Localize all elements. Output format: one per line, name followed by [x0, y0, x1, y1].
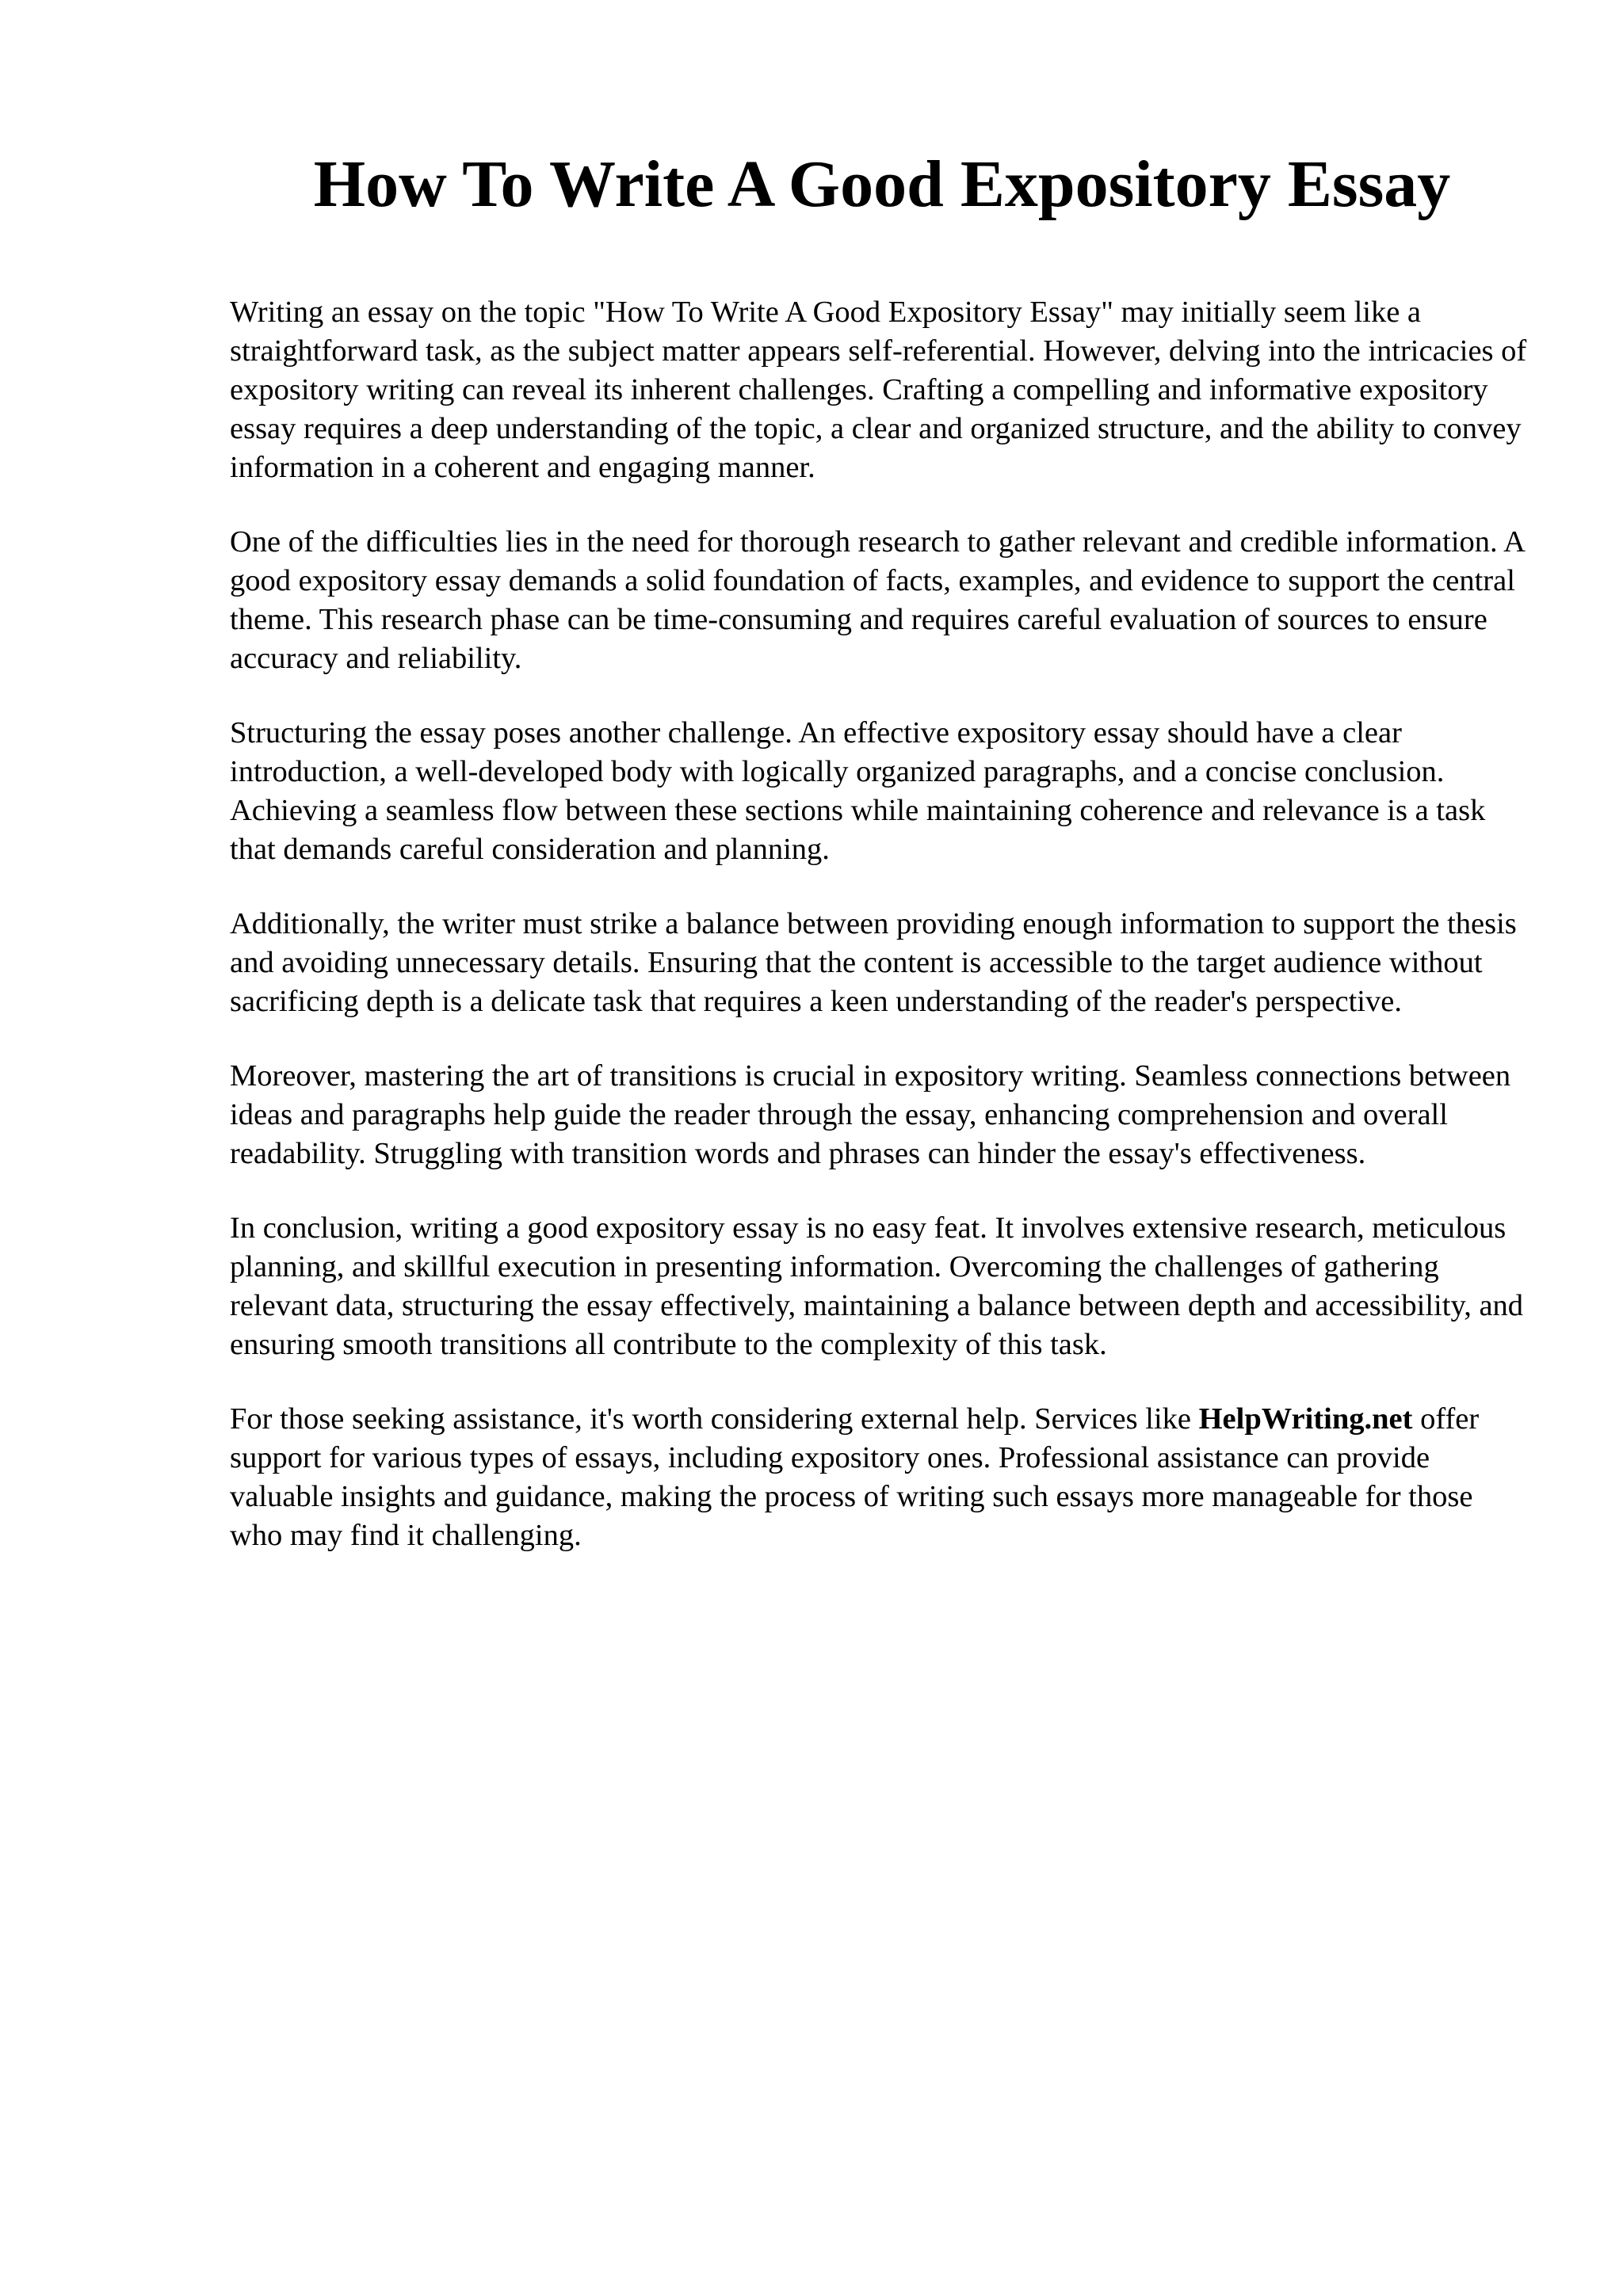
paragraph-3: Structuring the essay poses another challenge. An effective expository essay should have a clear introduction, a well-developed body with logically organized paragraphs, and a concise conclusion. Achieving a seamless flow between these sections while maintaining coherence and relevance is a task that demands careful consideration and planning.: [230, 716, 1486, 866]
paragraph-4: Additionally, the writer must strike a balance between providing enough information to support the thesis and avoiding unnecessary details. Ensuring that the content is accessible to the target audience without sacrificing depth is a delicate task that requires a keen understanding of the reader's perspective.: [230, 907, 1517, 1018]
helpwriting-brand-link[interactable]: HelpWriting.net: [1198, 1402, 1413, 1436]
paragraph-2: One of the difficulties lies in the need for thorough research to gather relevant and credible information. A good expository essay demands a solid foundation of facts, examples, and evidence to support the central theme. This research phase can be time-consuming and requires careful evaluation of sources to ensure accuracy and reliability.: [230, 525, 1524, 675]
paragraph-5: Moreover, mastering the art of transitions is crucial in expository writing. Seamless connections between ideas and paragraphs help guide the reader through the essay, enhancing comprehension and overall readability. Struggling with transition words and phrases can hinder the essay's effectiveness.: [230, 1059, 1511, 1170]
paragraph-6: In conclusion, writing a good expository essay is no easy feat. It involves extensive research, meticulous planning, and skillful execution in presenting information. Overcoming the challenges of gathering relevant data, structuring the essay effectively, maintaining a balance between depth and accessibility, and ensuring smooth transitions all contribute to the complexity of this task.: [230, 1211, 1524, 1361]
paragraph-7-rest: offer support for various types of essays, including expository ones. Professional assistance can provide valuable insights and guidance, making the process of writing such essays more manageable for those who may find it challenging.: [230, 1402, 1480, 1552]
document-body: [230, 293, 1529, 1591]
paragraph-7: [230, 1400, 1529, 1555]
paragraph-7-intro: For those seeking assistance, it's worth considering external help. Services like: [230, 1402, 1199, 1436]
paragraph-1: Writing an essay on the topic "How To Write A Good Expository Essay" may initially seem like a straightforward task, as the subject matter appears self-referential. However, delving into the intricacies of expository writing can reveal its inherent challenges. Crafting a compelling and informative expository essay requires a deep understanding of the topic, a clear and organized structure, and the ability to convey information in a coherent and engaging manner.: [230, 296, 1527, 484]
document-title: How To Write A Good Expository Essay: [313, 147, 1451, 221]
